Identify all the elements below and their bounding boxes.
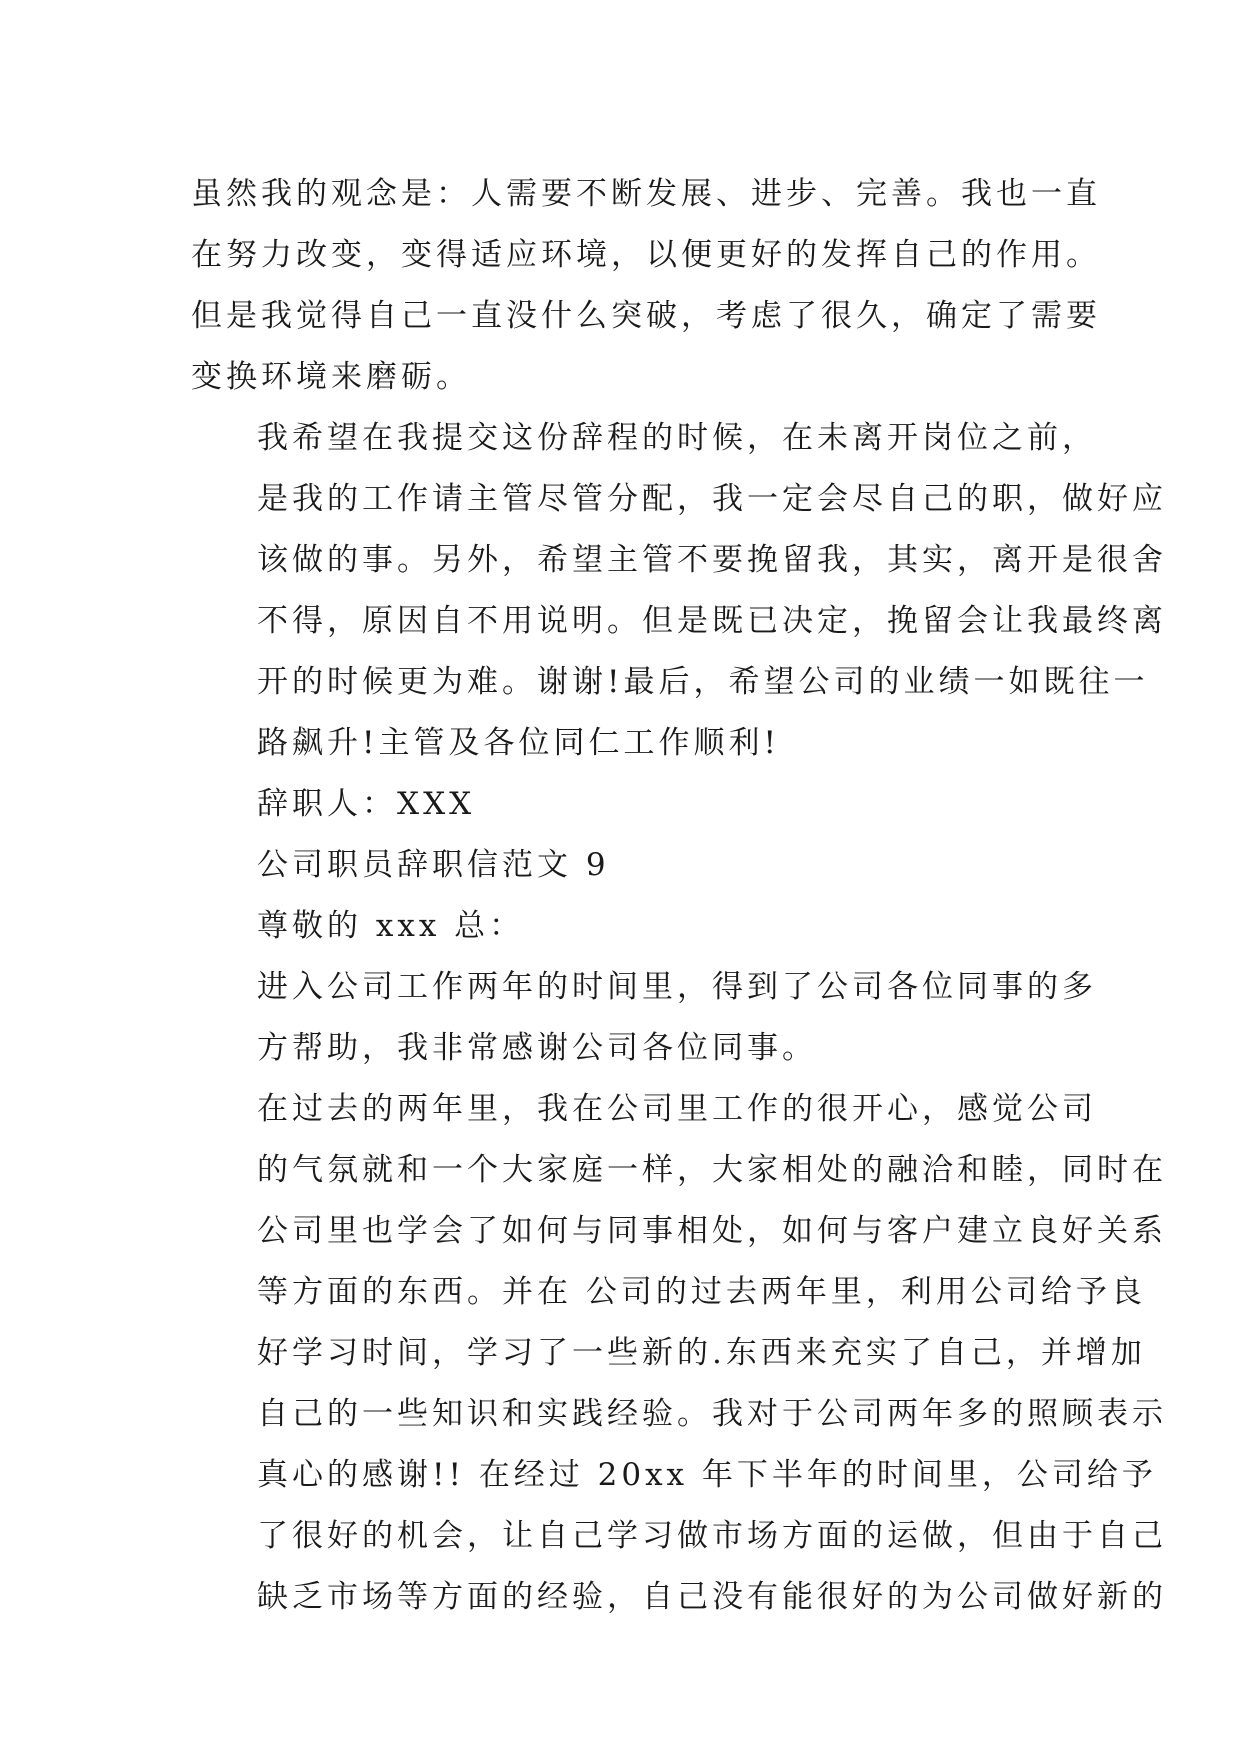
text-line: 变换环境来磨砺。 — [191, 359, 471, 395]
text-line: 虽然我的观念是：人需要不断发展、进步、完善。我也一直 — [191, 176, 1101, 212]
paragraph — [191, 835, 1071, 896]
paragraph — [191, 774, 1071, 835]
text-line: 辞职人：XXX — [257, 786, 476, 822]
text-line: 不得，原因自不用说明。但是既已决定，挽留会让我最终离 — [257, 603, 1167, 639]
paragraph — [191, 164, 1101, 408]
paragraph — [191, 408, 1167, 774]
text-line: 公司里也学会了如何与同事相处，如何与客户建立良好关系 — [257, 1213, 1167, 1249]
text-line: 进入公司工作两年的时间里，得到了公司各位同事的多 — [257, 969, 1097, 1005]
paragraph — [191, 896, 1071, 957]
text-line: 等方面的东西。并在 公司的过去两年里，利用公司给予良 — [257, 1274, 1146, 1310]
text-line: 方帮助，我非常感谢公司各位同事。 — [257, 1030, 817, 1066]
text-line: 了很好的机会，让自己学习做市场方面的运做，但由于自己 — [257, 1518, 1167, 1554]
text-line: 尊敬的 xxx 总： — [257, 908, 525, 944]
text-line: 路飙升!主管及各位同仁工作顺利! — [257, 725, 780, 761]
text-line: 好学习时间，学习了一些新的.东西来充实了自己，并增加 — [257, 1335, 1146, 1371]
text-line: 真心的感谢!! 在经过 20xx 年下半年的时间里，公司给予 — [257, 1457, 1157, 1493]
text-line: 但是我觉得自己一直没什么突破，考虑了很久，确定了需要 — [191, 298, 1101, 334]
text-line: 开的时候更为难。谢谢!最后，希望公司的业绩一如既往一 — [257, 664, 1149, 700]
text-line: 的气氛就和一个大家庭一样，大家相处的融洽和睦，同时在 — [257, 1152, 1167, 1188]
paragraph — [191, 1079, 1167, 1628]
text-line: 该做的事。另外，希望主管不要挽留我，其实，离开是很舍 — [257, 542, 1167, 578]
text-line: 在过去的两年里，我在公司里工作的很开心，感觉公司 — [257, 1091, 1097, 1127]
text-line: 公司职员辞职信范文 9 — [257, 847, 610, 883]
text-line: 我希望在我提交这份辞程的时候，在未离开岗位之前， — [257, 420, 1097, 456]
text-line: 在努力改变，变得适应环境，以便更好的发挥自己的作用。 — [191, 237, 1101, 273]
text-line: 缺乏市场等方面的经验，自己没有能很好的为公司做好新的 — [257, 1579, 1167, 1615]
text-line: 是我的工作请主管尽管分配，我一定会尽自己的职，做好应 — [257, 481, 1167, 517]
text-line: 自己的一些知识和实践经验。我对于公司两年多的照顾表示 — [257, 1396, 1167, 1432]
paragraph — [191, 957, 1097, 1079]
document-body — [191, 164, 1167, 1628]
